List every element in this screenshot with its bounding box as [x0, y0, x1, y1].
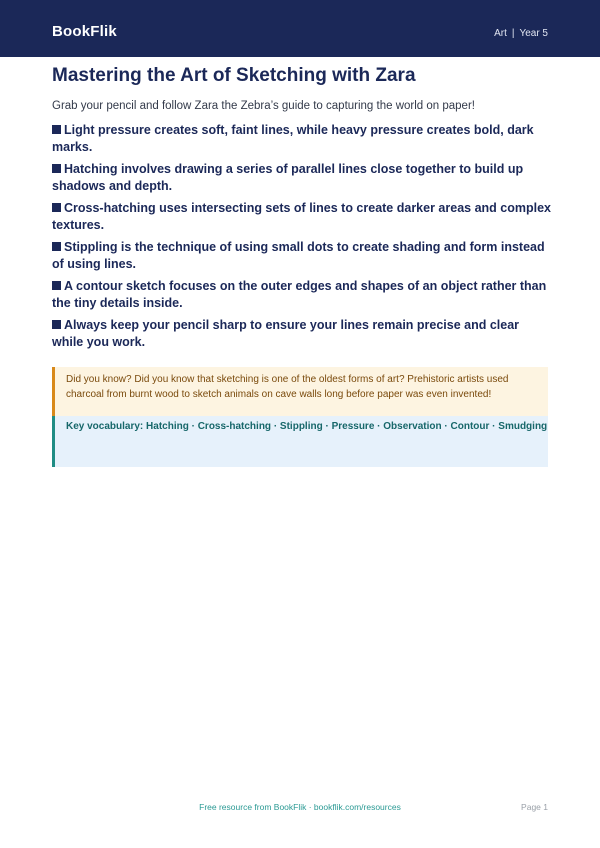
square-bullet-icon [52, 125, 61, 134]
fact-item [52, 200, 552, 234]
year-label: Year 5 [519, 28, 548, 39]
fact-text: Hatching involves drawing a series of parallel lines close together to build up shadows and depth. [52, 162, 524, 193]
page-header [0, 0, 600, 57]
square-bullet-icon [52, 242, 61, 251]
page-title: Mastering the Art of Sketching with Zara [52, 65, 416, 86]
fact-text: Cross-hatching uses intersecting sets of lines to create darker areas and complex textures. [52, 201, 551, 232]
subject-label: Art [494, 28, 507, 39]
square-bullet-icon [52, 164, 61, 173]
fact-item [52, 122, 552, 156]
meta-separator: | [511, 28, 515, 39]
fact-item [52, 317, 552, 351]
brand-logo[interactable]: BookFlik [52, 23, 117, 40]
fact-text: Stippling is the technique of using small dots to create shading and form instead of using lines. [52, 240, 545, 271]
page-number: Page 1 [521, 802, 548, 812]
square-bullet-icon [52, 281, 61, 290]
fact-item [52, 161, 552, 195]
intro-text: Grab your pencil and follow Zara the Zebra’s guide to capturing the world on paper! [52, 100, 475, 112]
footer-resource-link[interactable]: Free resource from BookFlik · bookflik.com/resources [199, 802, 401, 812]
fact-item [52, 278, 552, 312]
square-bullet-icon [52, 320, 61, 329]
fact-text: Light pressure creates soft, faint lines, while heavy pressure creates bold, dark marks. [52, 123, 534, 154]
did-you-know-callout: Did you know? Did you know that sketching is one of the oldest forms of art? Prehistoric artists used charcoal from burnt wood to sketch animals on cave walls long before paper was even invented! [52, 367, 548, 416]
page-footer [0, 802, 600, 816]
square-bullet-icon [52, 203, 61, 212]
subject-year-meta [494, 28, 548, 39]
fact-list [52, 122, 552, 356]
key-vocabulary-box: Key vocabulary: Hatching · Cross-hatching · Stippling · Pressure · Observation · Contour · Smudging [52, 416, 548, 467]
fact-text: A contour sketch focuses on the outer edges and shapes of an object rather than the tiny details inside. [52, 279, 547, 310]
fact-item [52, 239, 552, 273]
fact-text: Always keep your pencil sharp to ensure your lines remain precise and clear while you work. [52, 318, 520, 349]
